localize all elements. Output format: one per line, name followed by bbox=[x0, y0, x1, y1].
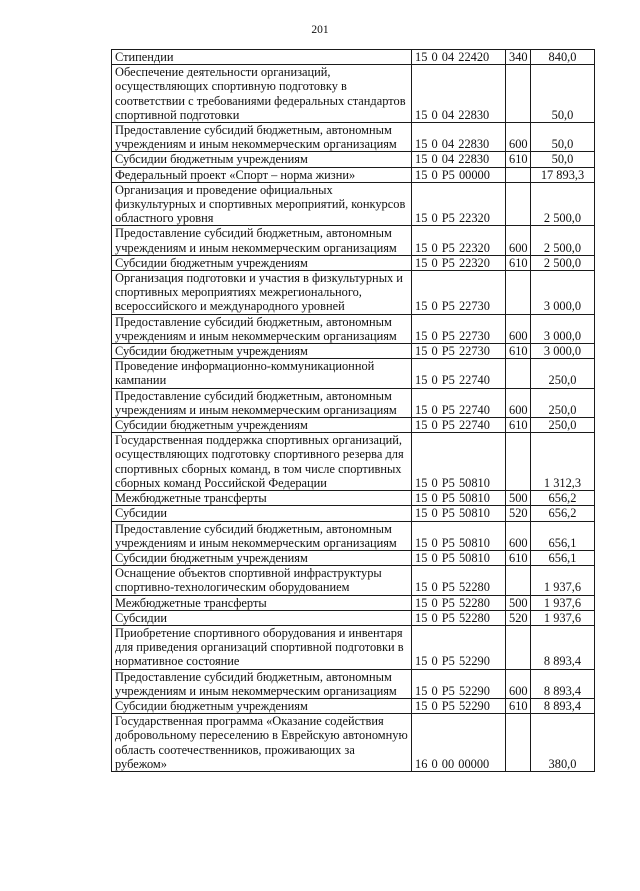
row-name-cell: Предоставление субсидий бюджетным, автономным учреждениям и иным некоммерческим организациям bbox=[112, 669, 412, 698]
table-row bbox=[112, 595, 595, 610]
row-expense-type-cell bbox=[506, 182, 531, 226]
row-name-cell: Субсидии бюджетным учреждениям bbox=[112, 418, 412, 433]
row-expense-type-cell: 610 bbox=[506, 698, 531, 713]
row-code-cell: 15 0 P5 22740 bbox=[412, 388, 506, 417]
table-row bbox=[112, 226, 595, 255]
row-amount-cell: 50,0 bbox=[531, 123, 595, 152]
row-name-cell: Субсидии бюджетным учреждениям bbox=[112, 344, 412, 359]
row-amount-cell: 3 000,0 bbox=[531, 314, 595, 343]
row-amount-cell: 8 893,4 bbox=[531, 669, 595, 698]
row-expense-type-cell bbox=[506, 359, 531, 388]
table-row bbox=[112, 167, 595, 182]
row-code-cell: 15 0 04 22830 bbox=[412, 65, 506, 123]
row-expense-type-cell: 600 bbox=[506, 521, 531, 550]
row-expense-type-cell: 610 bbox=[506, 344, 531, 359]
row-expense-type-cell: 610 bbox=[506, 550, 531, 565]
row-amount-cell: 1 937,6 bbox=[531, 595, 595, 610]
row-expense-type-cell: 520 bbox=[506, 506, 531, 521]
row-amount-cell: 2 500,0 bbox=[531, 182, 595, 226]
budget-table-body bbox=[112, 50, 595, 772]
row-expense-type-cell: 610 bbox=[506, 152, 531, 167]
row-code-cell: 15 0 04 22420 bbox=[412, 50, 506, 65]
table-row bbox=[112, 255, 595, 270]
row-name-cell: Предоставление субсидий бюджетным, автономным учреждениям и иным некоммерческим организациям bbox=[112, 388, 412, 417]
row-code-cell: 15 0 P5 22730 bbox=[412, 314, 506, 343]
table-row bbox=[112, 521, 595, 550]
row-expense-type-cell: 600 bbox=[506, 669, 531, 698]
row-code-cell: 15 0 P5 50810 bbox=[412, 550, 506, 565]
row-name-cell: Предоставление субсидий бюджетным, автономным учреждениям и иным некоммерческим организациям bbox=[112, 314, 412, 343]
row-amount-cell: 250,0 bbox=[531, 359, 595, 388]
row-amount-cell: 17 893,3 bbox=[531, 167, 595, 182]
row-code-cell: 15 0 P5 52290 bbox=[412, 625, 506, 669]
row-amount-cell: 656,2 bbox=[531, 506, 595, 521]
row-expense-type-cell: 600 bbox=[506, 123, 531, 152]
row-name-cell: Предоставление субсидий бюджетным, автономным учреждениям и иным некоммерческим организациям bbox=[112, 123, 412, 152]
row-name-cell: Оснащение объектов спортивной инфраструктуры спортивно-технологическим оборудованием bbox=[112, 566, 412, 595]
row-code-cell: 15 0 P5 52290 bbox=[412, 669, 506, 698]
row-code-cell: 15 0 04 22830 bbox=[412, 123, 506, 152]
row-name-cell: Субсидии бюджетным учреждениям bbox=[112, 698, 412, 713]
row-code-cell: 15 0 P5 52280 bbox=[412, 595, 506, 610]
row-amount-cell: 50,0 bbox=[531, 152, 595, 167]
row-amount-cell: 656,1 bbox=[531, 521, 595, 550]
row-name-cell: Субсидии bbox=[112, 610, 412, 625]
row-amount-cell: 2 500,0 bbox=[531, 255, 595, 270]
row-code-cell: 15 0 P5 52290 bbox=[412, 698, 506, 713]
table-row bbox=[112, 388, 595, 417]
row-amount-cell: 50,0 bbox=[531, 65, 595, 123]
row-amount-cell: 380,0 bbox=[531, 714, 595, 772]
table-row bbox=[112, 123, 595, 152]
row-amount-cell: 840,0 bbox=[531, 50, 595, 65]
row-name-cell: Федеральный проект «Спорт – норма жизни» bbox=[112, 167, 412, 182]
row-amount-cell: 1 312,3 bbox=[531, 433, 595, 491]
row-expense-type-cell bbox=[506, 714, 531, 772]
row-code-cell: 15 0 P5 22740 bbox=[412, 359, 506, 388]
table-row bbox=[112, 550, 595, 565]
row-name-cell: Предоставление субсидий бюджетным, автономным учреждениям и иным некоммерческим организациям bbox=[112, 226, 412, 255]
row-expense-type-cell: 610 bbox=[506, 255, 531, 270]
table-row bbox=[112, 271, 595, 315]
row-code-cell: 15 0 04 22830 bbox=[412, 152, 506, 167]
table-row bbox=[112, 566, 595, 595]
row-code-cell: 15 0 P5 22320 bbox=[412, 182, 506, 226]
row-amount-cell: 3 000,0 bbox=[531, 344, 595, 359]
row-amount-cell: 2 500,0 bbox=[531, 226, 595, 255]
row-name-cell: Субсидии бюджетным учреждениям bbox=[112, 152, 412, 167]
row-expense-type-cell: 600 bbox=[506, 388, 531, 417]
row-amount-cell: 656,1 bbox=[531, 550, 595, 565]
row-expense-type-cell: 600 bbox=[506, 226, 531, 255]
row-code-cell: 15 0 P5 50810 bbox=[412, 521, 506, 550]
row-amount-cell: 1 937,6 bbox=[531, 610, 595, 625]
table-row bbox=[112, 433, 595, 491]
page-number: 201 bbox=[311, 24, 329, 36]
row-name-cell: Субсидии bbox=[112, 506, 412, 521]
row-expense-type-cell: 600 bbox=[506, 314, 531, 343]
row-name-cell: Организация подготовки и участия в физкультурных и спортивных мероприятиях межрегионального, всероссийского и международного уровней bbox=[112, 271, 412, 315]
row-name-cell: Организация и проведение официальных физкультурных и спортивных мероприятий, конкурсов областного уровня bbox=[112, 182, 412, 226]
table-row bbox=[112, 698, 595, 713]
row-expense-type-cell bbox=[506, 65, 531, 123]
table-row bbox=[112, 344, 595, 359]
table-row bbox=[112, 506, 595, 521]
table-row bbox=[112, 418, 595, 433]
row-code-cell: 15 0 P5 22730 bbox=[412, 344, 506, 359]
row-expense-type-cell: 520 bbox=[506, 610, 531, 625]
budget-table bbox=[111, 49, 595, 772]
row-name-cell: Государственная поддержка спортивных организаций, осуществляющих подготовку спортивного резерва для спортивных сборных команд, в том числе спортивных сборных команд Российской Федерации bbox=[112, 433, 412, 491]
row-expense-type-cell: 500 bbox=[506, 595, 531, 610]
table-row bbox=[112, 669, 595, 698]
table-row bbox=[112, 65, 595, 123]
table-row bbox=[112, 314, 595, 343]
row-name-cell: Предоставление субсидий бюджетным, автономным учреждениям и иным некоммерческим организациям bbox=[112, 521, 412, 550]
table-row bbox=[112, 491, 595, 506]
table-row bbox=[112, 50, 595, 65]
row-code-cell: 15 0 P5 00000 bbox=[412, 167, 506, 182]
row-amount-cell: 8 893,4 bbox=[531, 698, 595, 713]
row-expense-type-cell bbox=[506, 566, 531, 595]
table-row bbox=[112, 359, 595, 388]
table-row bbox=[112, 152, 595, 167]
row-name-cell: Обеспечение деятельности организаций, осуществляющих спортивную подготовку в соответствии с требованиями федеральных стандартов спортивной подготовки bbox=[112, 65, 412, 123]
table-row bbox=[112, 182, 595, 226]
row-code-cell: 16 0 00 00000 bbox=[412, 714, 506, 772]
row-expense-type-cell bbox=[506, 625, 531, 669]
row-code-cell: 15 0 P5 22320 bbox=[412, 226, 506, 255]
row-code-cell: 15 0 P5 22730 bbox=[412, 271, 506, 315]
row-code-cell: 15 0 P5 52280 bbox=[412, 566, 506, 595]
row-code-cell: 15 0 P5 52280 bbox=[412, 610, 506, 625]
row-name-cell: Государственная программа «Оказание содействия добровольному переселению в Еврейскую автономную область соотечественников, проживающих за рубежом» bbox=[112, 714, 412, 772]
row-expense-type-cell: 340 bbox=[506, 50, 531, 65]
row-code-cell: 15 0 P5 22740 bbox=[412, 418, 506, 433]
row-amount-cell: 8 893,4 bbox=[531, 625, 595, 669]
table-row bbox=[112, 625, 595, 669]
row-amount-cell: 1 937,6 bbox=[531, 566, 595, 595]
row-code-cell: 15 0 P5 50810 bbox=[412, 433, 506, 491]
row-code-cell: 15 0 P5 22320 bbox=[412, 255, 506, 270]
row-name-cell: Субсидии бюджетным учреждениям bbox=[112, 255, 412, 270]
row-expense-type-cell bbox=[506, 433, 531, 491]
row-code-cell: 15 0 P5 50810 bbox=[412, 491, 506, 506]
row-name-cell: Проведение информационно-коммуникационной кампании bbox=[112, 359, 412, 388]
row-amount-cell: 3 000,0 bbox=[531, 271, 595, 315]
row-amount-cell: 656,2 bbox=[531, 491, 595, 506]
row-name-cell: Стипендии bbox=[112, 50, 412, 65]
row-name-cell: Межбюджетные трансферты bbox=[112, 595, 412, 610]
row-name-cell: Межбюджетные трансферты bbox=[112, 491, 412, 506]
row-expense-type-cell bbox=[506, 271, 531, 315]
row-name-cell: Субсидии бюджетным учреждениям bbox=[112, 550, 412, 565]
row-name-cell: Приобретение спортивного оборудования и инвентаря для приведения организаций спортивной подготовки в нормативное состояние bbox=[112, 625, 412, 669]
row-expense-type-cell bbox=[506, 167, 531, 182]
row-amount-cell: 250,0 bbox=[531, 388, 595, 417]
table-row bbox=[112, 610, 595, 625]
table-row bbox=[112, 714, 595, 772]
row-expense-type-cell: 610 bbox=[506, 418, 531, 433]
row-code-cell: 15 0 P5 50810 bbox=[412, 506, 506, 521]
row-expense-type-cell: 500 bbox=[506, 491, 531, 506]
row-amount-cell: 250,0 bbox=[531, 418, 595, 433]
